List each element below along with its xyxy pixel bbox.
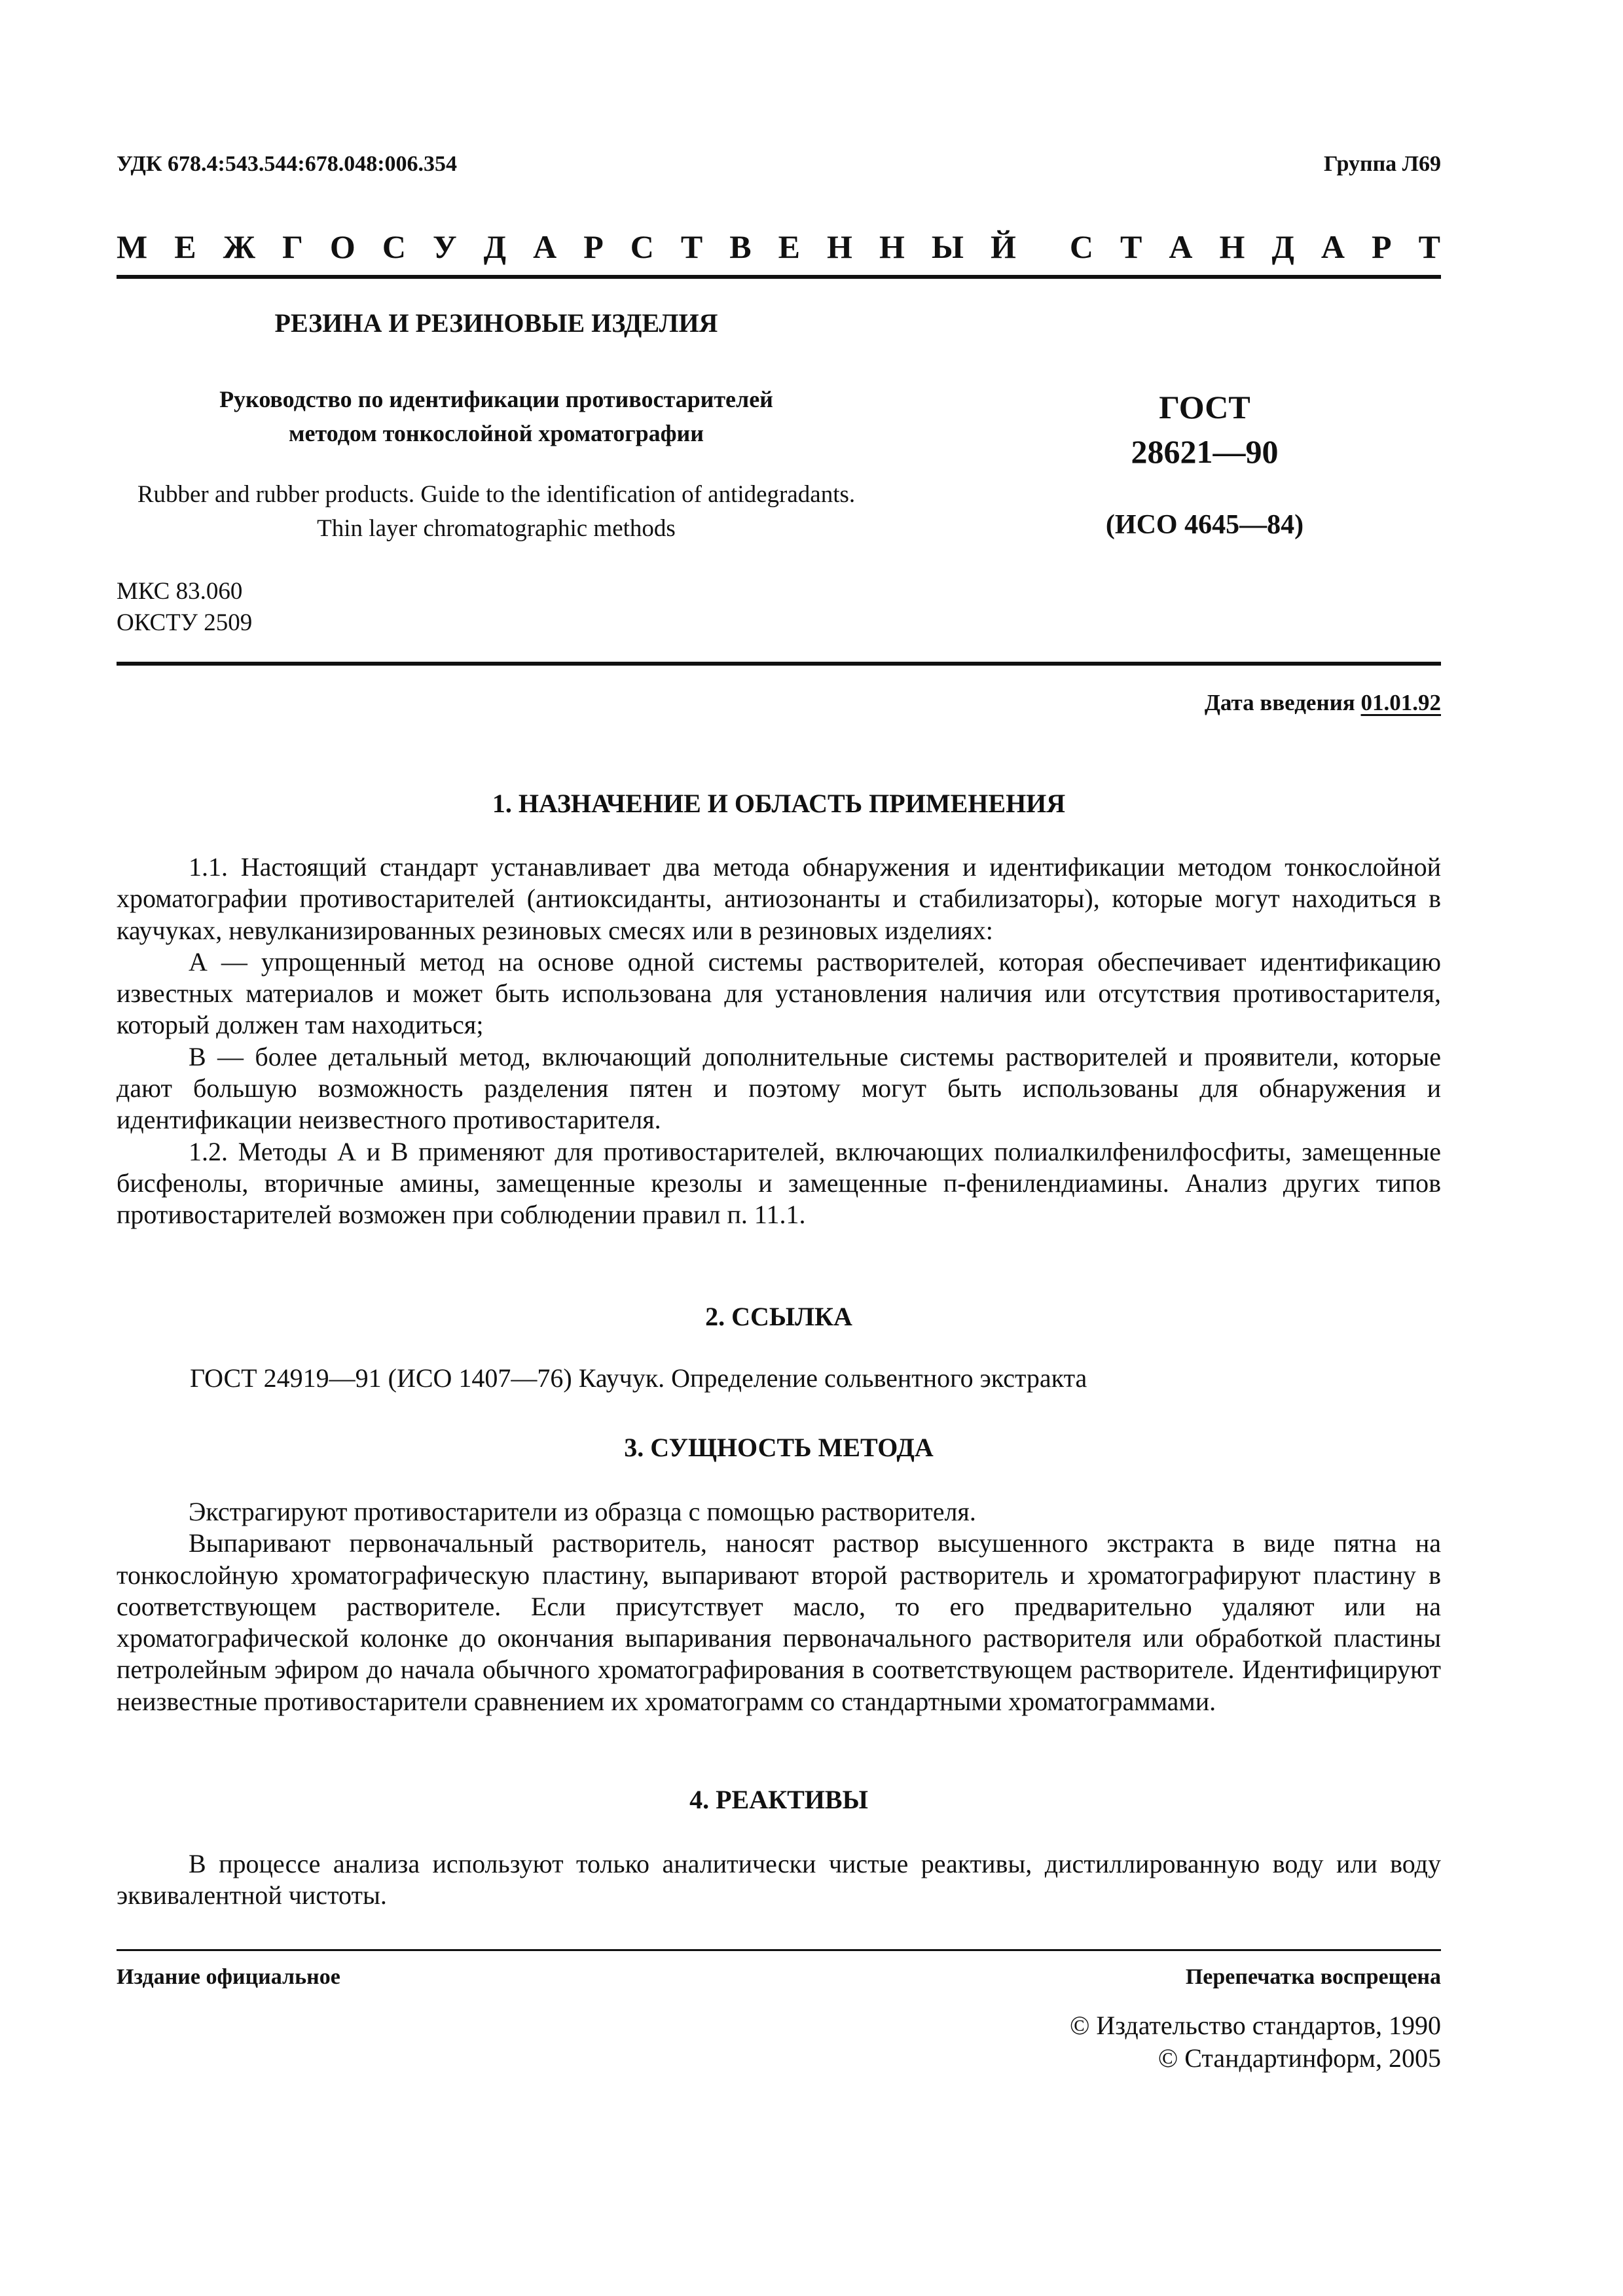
heading-letter: А xyxy=(533,228,557,265)
heading-letter: С xyxy=(630,228,654,265)
heading-letter: Е xyxy=(174,228,196,265)
paragraph: Экстрагируют противостарители из образца с помощью растворителя. xyxy=(189,1497,976,1526)
document-subtitle xyxy=(117,382,876,450)
section-4-body xyxy=(117,1848,1441,1912)
section-1-body xyxy=(117,852,1441,1231)
english-title xyxy=(117,478,876,546)
paragraph: 1.1. Настоящий стандарт устанавливает два метода обнаружения и идентификации методом тонкослойной хроматографии противостарителей (антиоксиданты, антиозонанты и стабилизаторы), которые могут находиться в каучуках, невулканизированных резиновых смесях или в резиновых изделиях: xyxy=(117,852,1441,945)
reprint-note: Перепечатка воспрещена xyxy=(1185,1965,1441,1989)
heading-letter: Д xyxy=(483,228,507,265)
heading-letter: Ы xyxy=(931,228,964,265)
copyright-line: © Издательство стандартов, 1990 xyxy=(1069,2011,1441,2040)
paragraph: А — упрощенный метод на основе одной системы растворителей, которая обеспечивает идентификацию известных материалов и может быть использована для установления наличия или отсутствия противостарителя, который должен там находиться; xyxy=(117,946,1441,1040)
copyright-line: © Стандартинформ, 2005 xyxy=(1158,2043,1441,2073)
group-code: Группа Л69 xyxy=(1324,152,1441,176)
heading-letter: Т xyxy=(1120,228,1142,265)
subtitle-line: методом тонкослойной хроматографии xyxy=(289,420,704,446)
heading-letter: Ж xyxy=(223,228,256,265)
heading-letter: А xyxy=(1321,228,1345,265)
standard-type-heading xyxy=(117,228,1440,266)
intro-date-label: Дата введения xyxy=(1204,690,1355,715)
section-1-heading: 1. НАЗНАЧЕНИЕ И ОБЛАСТЬ ПРИМЕНЕНИЯ xyxy=(492,789,1066,818)
document-title: РЕЗИНА И РЕЗИНОВЫЕ ИЗДЕЛИЯ xyxy=(274,308,718,338)
paragraph: 1.2. Методы А и В применяют для противостарителей, включающих полиалкилфенилфосфиты, замещенные бисфенолы, вторичные амины, замещенные крезолы и замещенные п-фенилендиамины. Анализ других типов противостарителей возможен при соблюдении правил п. 11.1. xyxy=(117,1136,1441,1230)
section-3-body xyxy=(117,1496,1441,1717)
heading-letter: Т xyxy=(680,228,703,265)
okstu-code: ОКСТУ 2509 xyxy=(117,609,253,636)
udk-code: УДК 678.4:543.544:678.048:006.354 xyxy=(117,152,458,176)
heading-letter: У xyxy=(432,228,457,265)
heading-letter: С xyxy=(1069,228,1094,265)
heading-letter: Н xyxy=(1219,228,1245,265)
heading-letter: Р xyxy=(1372,228,1392,265)
heading-letter: Й xyxy=(990,228,1016,265)
intro-date xyxy=(1205,690,1441,716)
section-3-heading: 3. СУЩНОСТЬ МЕТОДА xyxy=(624,1433,934,1462)
normative-reference: ГОСТ 24919—91 (ИСО 1407—76) Каучук. Определение сольвентного экстракта xyxy=(190,1363,1087,1393)
section-4-heading: 4. РЕАКТИВЫ xyxy=(689,1785,868,1814)
heading-letter: Е xyxy=(778,228,800,265)
heading-letter: Н xyxy=(879,228,905,265)
mks-code: МКС 83.060 xyxy=(117,578,243,605)
heading-letter: Н xyxy=(827,228,852,265)
gost-number: 28621—90 xyxy=(1131,433,1279,470)
edition-note: Издание официальное xyxy=(117,1965,340,1989)
english-title-line: Rubber and rubber products. Guide to the identification of antidegradants. xyxy=(137,481,856,508)
title-block-rule xyxy=(117,662,1441,666)
heading-letter: М xyxy=(117,228,148,265)
heading-letter: А xyxy=(1169,228,1193,265)
copyright-block xyxy=(1070,2009,1441,2075)
heading-letter: В xyxy=(729,228,752,265)
classification-codes xyxy=(117,576,252,639)
heading-letter: С xyxy=(382,228,406,265)
gost-designation xyxy=(1061,385,1349,474)
english-title-line: Thin layer chromatographic methods xyxy=(317,515,676,542)
heading-letter: Р xyxy=(583,228,604,265)
intro-date-value: 01.01.92 xyxy=(1360,690,1441,715)
heading-letter: Г xyxy=(282,228,303,265)
gost-label: ГОСТ xyxy=(1159,389,1250,425)
iso-reference: (ИСО 4645—84) xyxy=(1105,510,1304,540)
heading-letter: О xyxy=(329,228,356,265)
subtitle-line: Руководство по идентификации противостарителей xyxy=(219,386,773,412)
paragraph: В процессе анализа используют только аналитически чистые реактивы, дистиллированную воду или воду эквивалентной чистоты. xyxy=(117,1849,1441,1910)
header-rule xyxy=(117,275,1441,279)
heading-letter: Д xyxy=(1271,228,1294,265)
section-2-heading: 2. ССЫЛКА xyxy=(705,1302,852,1331)
paragraph: Выпаривают первоначальный растворитель, наносят раствор высушенного экстракта в виде пятна на тонкослойную хроматографическую пластину, выпаривают второй растворитель и хроматографируют пластину в соответствующем растворителе. Если присутствует масло, то его предварительно удаляют или на хроматографической колонке до окончания выпаривания первоначального растворителя или обработкой пластины петролейным эфиром до начала обычного хроматографирования в соответствующем растворителе. Идентифицируют неизвестные противостарители сравнением их хроматограмм со стандартными хроматограммами. xyxy=(117,1528,1441,1716)
footer-rule xyxy=(117,1949,1441,1951)
heading-letter: Т xyxy=(1418,228,1440,265)
paragraph: В — более детальный метод, включающий дополнительные системы растворителей и проявители, которые дают большую возможность разделения пятен и поэтому могут быть использованы для обнаружения и идентификации неизвестного противостарителя. xyxy=(117,1041,1441,1135)
